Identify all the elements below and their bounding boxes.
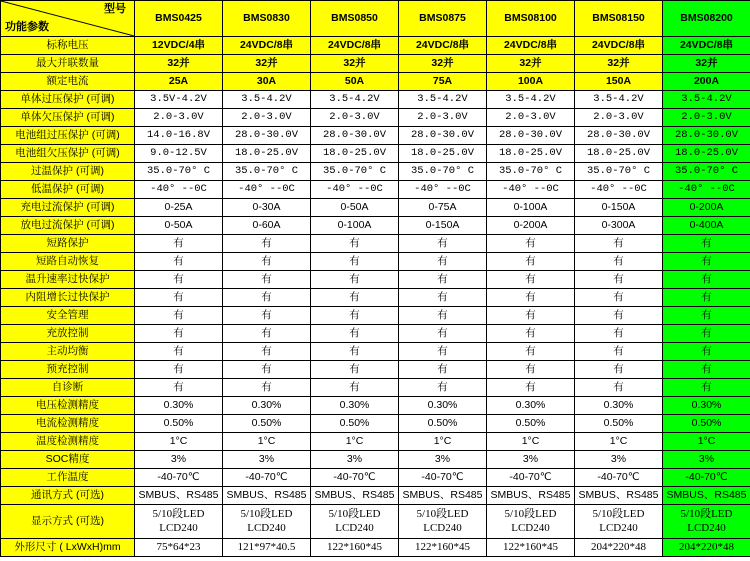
value-cell: 1°C xyxy=(399,433,487,451)
display-line: LCD240 xyxy=(599,521,638,534)
param-label: 通讯方式 (可选) xyxy=(1,487,135,505)
param-label: 电池组欠压保护 (可调) xyxy=(1,145,135,163)
value-cell: 有 xyxy=(575,361,663,379)
param-label: 低温保护 (可调) xyxy=(1,181,135,199)
value-cell: 3.5-4.2V xyxy=(223,91,311,109)
table-row xyxy=(1,325,750,343)
value-cell: 0.50% xyxy=(223,415,311,433)
value-cell: 2.0-3.0V xyxy=(311,109,399,127)
value-cell: 有 xyxy=(575,325,663,343)
value-cell: 有 xyxy=(575,289,663,307)
value-cell: 3% xyxy=(663,451,750,469)
value-cell xyxy=(575,505,663,539)
value-cell: 0.50% xyxy=(487,415,575,433)
value-cell: 122*160*45 xyxy=(311,539,399,557)
value-cell: 18.0-25.0V xyxy=(663,145,750,163)
value-cell: 有 xyxy=(135,379,223,397)
value-cell: 2.0-3.0V xyxy=(135,109,223,127)
value-cell: 0.30% xyxy=(135,397,223,415)
value-cell: 有 xyxy=(487,235,575,253)
value-cell: SMBUS、RS485 xyxy=(399,487,487,505)
value-cell: SMBUS、RS485 xyxy=(575,487,663,505)
value-cell: SMBUS、RS485 xyxy=(663,487,750,505)
value-cell: 35.0-70° C xyxy=(663,163,750,181)
value-cell: 32并 xyxy=(487,55,575,73)
value-cell: -40-70℃ xyxy=(487,469,575,487)
value-cell: 有 xyxy=(311,379,399,397)
value-cell: 28.0-30.0V xyxy=(663,127,750,145)
value-cell: 有 xyxy=(399,307,487,325)
value-cell: 有 xyxy=(575,235,663,253)
value-cell: 1°C xyxy=(487,433,575,451)
value-cell: 18.0-25.0V xyxy=(223,145,311,163)
value-cell: 30A xyxy=(223,73,311,91)
param-label: 自诊断 xyxy=(1,379,135,397)
param-label: 充放控制 xyxy=(1,325,135,343)
value-cell: 14.0-16.8V xyxy=(135,127,223,145)
table-row xyxy=(1,199,750,217)
value-cell: 3% xyxy=(575,451,663,469)
value-cell: 3% xyxy=(487,451,575,469)
value-cell: 有 xyxy=(223,361,311,379)
value-cell: 有 xyxy=(135,307,223,325)
value-cell: SMBUS、RS485 xyxy=(311,487,399,505)
display-line: LCD240 xyxy=(247,521,286,534)
value-cell: 35.0-70° C xyxy=(487,163,575,181)
value-cell: 有 xyxy=(135,253,223,271)
display-line: 5/10段LED xyxy=(152,507,205,520)
value-cell xyxy=(135,505,223,539)
value-cell: 24VDC/8串 xyxy=(311,37,399,55)
value-cell: 有 xyxy=(223,379,311,397)
value-cell: 0-100A xyxy=(311,217,399,235)
display-line: LCD240 xyxy=(159,521,198,534)
value-cell: 有 xyxy=(311,361,399,379)
value-cell: 3.5-4.2V xyxy=(663,91,750,109)
table-row xyxy=(1,361,750,379)
table-row xyxy=(1,271,750,289)
value-cell: 3% xyxy=(223,451,311,469)
value-cell: 有 xyxy=(223,325,311,343)
table-row xyxy=(1,145,750,163)
value-cell: 3% xyxy=(399,451,487,469)
value-cell: 有 xyxy=(663,307,750,325)
value-cell: -40-70℃ xyxy=(135,469,223,487)
value-cell: -40° --0C xyxy=(487,181,575,199)
param-label: SOC精度 xyxy=(1,451,135,469)
param-label: 过温保护 (可调) xyxy=(1,163,135,181)
value-cell: -40-70℃ xyxy=(575,469,663,487)
model-header: BMS0850 xyxy=(311,1,399,37)
value-cell: 18.0-25.0V xyxy=(487,145,575,163)
param-label: 电流检测精度 xyxy=(1,415,135,433)
value-cell: 有 xyxy=(663,379,750,397)
param-label: 短路保护 xyxy=(1,235,135,253)
value-cell: 32并 xyxy=(223,55,311,73)
value-cell: 0.30% xyxy=(575,397,663,415)
value-cell: 有 xyxy=(311,235,399,253)
param-label: 工作温度 xyxy=(1,469,135,487)
value-cell: 35.0-70° C xyxy=(135,163,223,181)
value-cell: 有 xyxy=(575,253,663,271)
value-cell: 0.30% xyxy=(311,397,399,415)
value-cell: 150A xyxy=(575,73,663,91)
value-cell: 18.0-25.0V xyxy=(311,145,399,163)
table-row xyxy=(1,217,750,235)
value-cell: SMBUS、RS485 xyxy=(487,487,575,505)
table-row xyxy=(1,55,750,73)
value-cell: 有 xyxy=(135,325,223,343)
value-cell: -40° --0C xyxy=(575,181,663,199)
value-cell: 有 xyxy=(311,271,399,289)
value-cell: 35.0-70° C xyxy=(223,163,311,181)
value-cell: 1°C xyxy=(223,433,311,451)
value-cell: 有 xyxy=(663,289,750,307)
value-cell: 有 xyxy=(223,235,311,253)
value-cell: 有 xyxy=(399,289,487,307)
value-cell: 0-150A xyxy=(575,199,663,217)
table-row xyxy=(1,487,750,505)
value-cell: -40° --0C xyxy=(663,181,750,199)
value-cell: 35.0-70° C xyxy=(311,163,399,181)
value-cell: 24VDC/8串 xyxy=(399,37,487,55)
value-cell: 有 xyxy=(487,361,575,379)
value-cell: 32并 xyxy=(399,55,487,73)
value-cell: 35.0-70° C xyxy=(399,163,487,181)
value-cell: -40° --0C xyxy=(311,181,399,199)
value-cell: 0-60A xyxy=(223,217,311,235)
value-cell: 3.5-4.2V xyxy=(487,91,575,109)
value-cell: 有 xyxy=(399,361,487,379)
value-cell: 3.5-4.2V xyxy=(399,91,487,109)
value-cell: -40-70℃ xyxy=(223,469,311,487)
table-row xyxy=(1,163,750,181)
value-cell: 0.30% xyxy=(399,397,487,415)
value-cell: 122*160*45 xyxy=(487,539,575,557)
model-header: BMS0830 xyxy=(223,1,311,37)
param-label: 电池组过压保护 (可调) xyxy=(1,127,135,145)
value-cell: 35.0-70° C xyxy=(575,163,663,181)
table-row xyxy=(1,253,750,271)
value-cell: 3% xyxy=(311,451,399,469)
value-cell: 204*220*48 xyxy=(575,539,663,557)
display-line: 5/10段LED xyxy=(328,507,381,520)
value-cell: 2.0-3.0V xyxy=(575,109,663,127)
table-row xyxy=(1,505,750,539)
value-cell: 3% xyxy=(135,451,223,469)
value-cell: -40-70℃ xyxy=(663,469,750,487)
param-label: 最大并联数量 xyxy=(1,55,135,73)
param-label: 显示方式 (可选) xyxy=(1,505,135,539)
display-line: 5/10段LED xyxy=(592,507,645,520)
display-line: 5/10段LED xyxy=(240,507,293,520)
value-cell: 9.0-12.5V xyxy=(135,145,223,163)
param-label: 放电过流保护 (可调) xyxy=(1,217,135,235)
value-cell: -40-70℃ xyxy=(399,469,487,487)
header-row xyxy=(1,1,750,37)
value-cell: 有 xyxy=(135,235,223,253)
table-row xyxy=(1,433,750,451)
value-cell: 0-100A xyxy=(487,199,575,217)
value-cell: 1°C xyxy=(135,433,223,451)
value-cell: 0-200A xyxy=(487,217,575,235)
value-cell: 28.0-30.0V xyxy=(399,127,487,145)
value-cell: 24VDC/8串 xyxy=(663,37,750,55)
table-row xyxy=(1,539,750,557)
table-row xyxy=(1,451,750,469)
value-cell: 有 xyxy=(311,289,399,307)
display-line: 5/10段LED xyxy=(680,507,733,520)
value-cell: -40° --0C xyxy=(135,181,223,199)
value-cell: 有 xyxy=(399,325,487,343)
param-label: 安全管理 xyxy=(1,307,135,325)
value-cell: 有 xyxy=(223,289,311,307)
value-cell: 有 xyxy=(487,325,575,343)
value-cell: 有 xyxy=(487,289,575,307)
table-row xyxy=(1,379,750,397)
value-cell: 有 xyxy=(399,343,487,361)
value-cell: 有 xyxy=(575,307,663,325)
value-cell: 75*64*23 xyxy=(135,539,223,557)
display-line: LCD240 xyxy=(511,521,550,534)
value-cell: 有 xyxy=(575,379,663,397)
value-cell: 有 xyxy=(223,271,311,289)
value-cell: 0-50A xyxy=(135,217,223,235)
table-row xyxy=(1,289,750,307)
model-header: BMS0425 xyxy=(135,1,223,37)
value-cell: 有 xyxy=(135,289,223,307)
table-row xyxy=(1,343,750,361)
value-cell: 0-200A xyxy=(663,199,750,217)
value-cell: 有 xyxy=(487,271,575,289)
value-cell: 0-300A xyxy=(575,217,663,235)
value-cell: 24VDC/8串 xyxy=(575,37,663,55)
value-cell: -40° --0C xyxy=(223,181,311,199)
table-row xyxy=(1,109,750,127)
value-cell: 204*220*48 xyxy=(663,539,750,557)
value-cell: 24VDC/8串 xyxy=(223,37,311,55)
param-label: 内阻增长过快保护 xyxy=(1,289,135,307)
value-cell: 25A xyxy=(135,73,223,91)
value-cell: 有 xyxy=(135,361,223,379)
value-cell: 有 xyxy=(135,343,223,361)
value-cell: 12VDC/4串 xyxy=(135,37,223,55)
value-cell: SMBUS、RS485 xyxy=(223,487,311,505)
value-cell: 32并 xyxy=(575,55,663,73)
value-cell: 32并 xyxy=(311,55,399,73)
value-cell: 有 xyxy=(663,343,750,361)
value-cell xyxy=(223,505,311,539)
model-header: BMS08200 xyxy=(663,1,750,37)
value-cell: 有 xyxy=(135,271,223,289)
table-row xyxy=(1,397,750,415)
value-cell: 0.30% xyxy=(663,397,750,415)
value-cell: 2.0-3.0V xyxy=(487,109,575,127)
value-cell: 有 xyxy=(399,379,487,397)
value-cell: 0.50% xyxy=(311,415,399,433)
param-label: 温升速率过快保护 xyxy=(1,271,135,289)
corner-param-label: 功能参数 xyxy=(5,21,49,34)
value-cell: 有 xyxy=(399,235,487,253)
value-cell: 18.0-25.0V xyxy=(575,145,663,163)
value-cell: 有 xyxy=(575,271,663,289)
param-label: 单体过压保护 (可调) xyxy=(1,91,135,109)
table-row xyxy=(1,73,750,91)
value-cell xyxy=(487,505,575,539)
value-cell: 0.30% xyxy=(487,397,575,415)
value-cell: 0-50A xyxy=(311,199,399,217)
param-label: 额定电流 xyxy=(1,73,135,91)
value-cell: 有 xyxy=(311,253,399,271)
param-label: 预充控制 xyxy=(1,361,135,379)
model-header: BMS0875 xyxy=(399,1,487,37)
display-line: 5/10段LED xyxy=(416,507,469,520)
value-cell: 有 xyxy=(575,343,663,361)
value-cell: 有 xyxy=(487,307,575,325)
value-cell: 28.0-30.0V xyxy=(223,127,311,145)
value-cell: 0-75A xyxy=(399,199,487,217)
value-cell: 0-25A xyxy=(135,199,223,217)
table-row xyxy=(1,469,750,487)
display-line: 5/10段LED xyxy=(504,507,557,520)
model-header: BMS08100 xyxy=(487,1,575,37)
value-cell: 3.5-4.2V xyxy=(311,91,399,109)
value-cell: 18.0-25.0V xyxy=(399,145,487,163)
value-cell: 75A xyxy=(399,73,487,91)
value-cell: 0.50% xyxy=(399,415,487,433)
value-cell: 0-150A xyxy=(399,217,487,235)
value-cell: 有 xyxy=(311,307,399,325)
corner-cell xyxy=(1,1,135,37)
table-row xyxy=(1,181,750,199)
value-cell: 有 xyxy=(663,271,750,289)
display-line: LCD240 xyxy=(687,521,726,534)
value-cell: 200A xyxy=(663,73,750,91)
param-label: 主动均衡 xyxy=(1,343,135,361)
param-label: 电压检测精度 xyxy=(1,397,135,415)
value-cell: 3.5V-4.2V xyxy=(135,91,223,109)
value-cell: 有 xyxy=(487,379,575,397)
value-cell: SMBUS、RS485 xyxy=(135,487,223,505)
value-cell: 有 xyxy=(663,325,750,343)
value-cell: 0.50% xyxy=(575,415,663,433)
value-cell xyxy=(311,505,399,539)
value-cell: 有 xyxy=(663,361,750,379)
value-cell: 有 xyxy=(223,343,311,361)
table-row xyxy=(1,91,750,109)
value-cell: 24VDC/8串 xyxy=(487,37,575,55)
table-row xyxy=(1,415,750,433)
model-header: BMS08150 xyxy=(575,1,663,37)
spec-body xyxy=(1,37,750,557)
value-cell: 有 xyxy=(399,271,487,289)
value-cell: 0-400A xyxy=(663,217,750,235)
value-cell: 0.50% xyxy=(135,415,223,433)
value-cell: 有 xyxy=(311,325,399,343)
value-cell xyxy=(663,505,750,539)
table-row xyxy=(1,127,750,145)
value-cell: 1°C xyxy=(311,433,399,451)
param-label: 充电过流保护 (可调) xyxy=(1,199,135,217)
value-cell: 有 xyxy=(487,343,575,361)
value-cell: -40° --0C xyxy=(399,181,487,199)
param-label: 短路自动恢复 xyxy=(1,253,135,271)
value-cell: 有 xyxy=(223,307,311,325)
value-cell: 0.30% xyxy=(223,397,311,415)
value-cell: 有 xyxy=(663,253,750,271)
value-cell: 100A xyxy=(487,73,575,91)
value-cell: 2.0-3.0V xyxy=(663,109,750,127)
value-cell: 28.0-30.0V xyxy=(311,127,399,145)
value-cell: 有 xyxy=(399,253,487,271)
value-cell: 28.0-30.0V xyxy=(575,127,663,145)
table-row xyxy=(1,307,750,325)
value-cell: 50A xyxy=(311,73,399,91)
display-line: LCD240 xyxy=(423,521,462,534)
value-cell: 122*160*45 xyxy=(399,539,487,557)
value-cell: 2.0-3.0V xyxy=(399,109,487,127)
display-line: LCD240 xyxy=(335,521,374,534)
value-cell: 32并 xyxy=(135,55,223,73)
value-cell: 121*97*40.5 xyxy=(223,539,311,557)
param-label: 标称电压 xyxy=(1,37,135,55)
value-cell: 有 xyxy=(663,235,750,253)
value-cell: 1°C xyxy=(575,433,663,451)
value-cell: 2.0-3.0V xyxy=(223,109,311,127)
value-cell: 0-30A xyxy=(223,199,311,217)
param-label: 温度检测精度 xyxy=(1,433,135,451)
value-cell: 有 xyxy=(311,343,399,361)
param-label: 单体欠压保护 (可调) xyxy=(1,109,135,127)
value-cell: 3.5-4.2V xyxy=(575,91,663,109)
value-cell: 0.50% xyxy=(663,415,750,433)
param-label: 外形尺寸 ( LxWxH)mm xyxy=(1,539,135,557)
value-cell: 1°C xyxy=(663,433,750,451)
value-cell: 28.0-30.0V xyxy=(487,127,575,145)
value-cell: 32并 xyxy=(663,55,750,73)
value-cell: -40-70℃ xyxy=(311,469,399,487)
value-cell: 有 xyxy=(223,253,311,271)
corner-model-label: 型号 xyxy=(104,3,126,15)
table-row xyxy=(1,37,750,55)
value-cell xyxy=(399,505,487,539)
value-cell: 有 xyxy=(487,253,575,271)
table-row xyxy=(1,235,750,253)
